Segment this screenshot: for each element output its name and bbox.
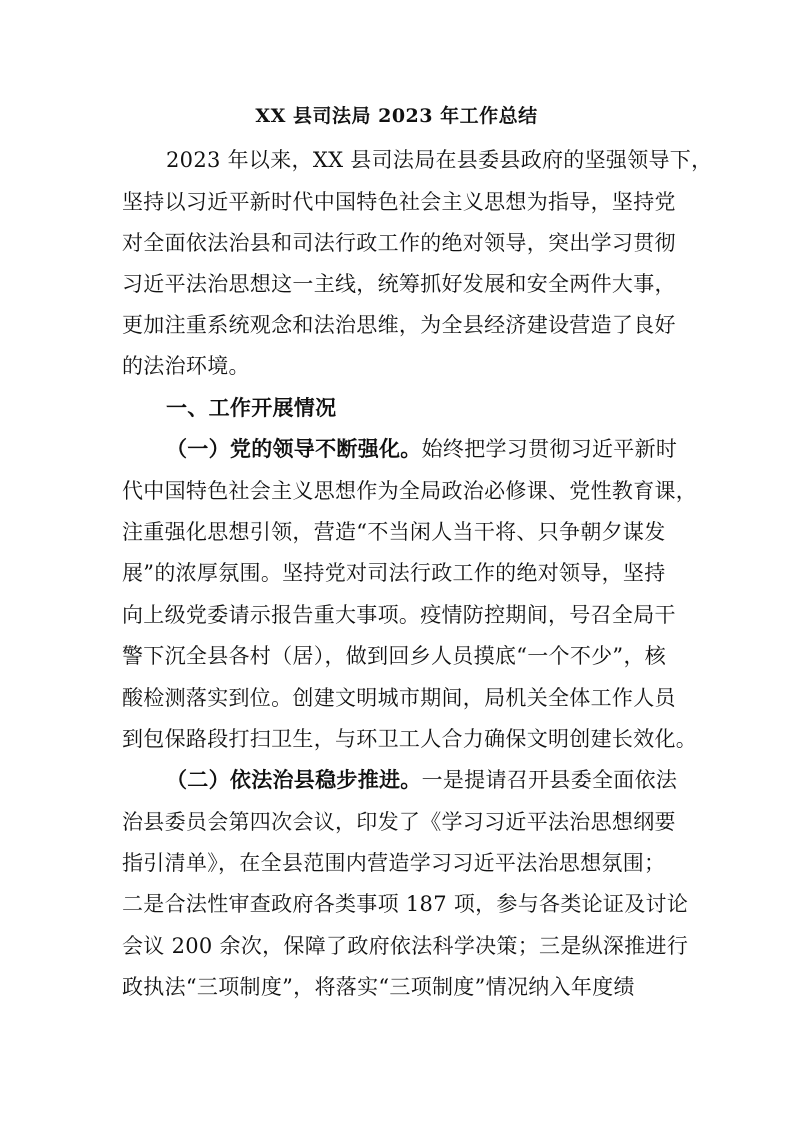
intro-line: 的法治环境。: [122, 354, 250, 378]
body-line: 代中国特色社会主义思想作为全局政治必修课、党性教育课，: [122, 479, 698, 503]
body-line: 酸检测落实到位。创建文明城市期间，局机关全体工作人员: [122, 686, 676, 710]
body-line: 展”的浓厚氛围。坚持党对司法行政工作的绝对领导，坚持: [122, 561, 666, 585]
body-line: 警下沉全县各村（居），做到回乡人员摸底“一个不少”，核: [122, 644, 667, 668]
subsection-text: 始终把学习贯彻习近平新时: [421, 437, 678, 461]
body-line: 二是合法性审查政府各类事项 187 项，参与各类论证及讨论: [122, 892, 689, 916]
body-line: 政执法“三项制度”，将落实“三项制度”情况纳入年度绩: [122, 975, 635, 999]
body-line: 到包保路段打扫卫生，与环卫工人合力确保文明创建长效化。: [122, 727, 698, 751]
body-line: 治县委员会第四次会议，印发了《学习习近平法治思想纲要: [122, 810, 676, 834]
subsection-text: 一是提请召开县委全面依法: [421, 768, 678, 792]
intro-line: 坚持以习近平新时代中国特色社会主义思想为指导，坚持党: [122, 190, 676, 214]
intro-line: 对全面依法治县和司法行政工作的绝对领导，突出学习贯彻: [122, 231, 676, 255]
subsection-first-line: [166, 434, 677, 464]
body-line: 指引清单》，在全县范围内营造学习习近平法治思想氛围；: [122, 851, 666, 875]
section-heading: 一、工作开展情况: [166, 396, 337, 420]
document-title: XX 县司法局 2023 年工作总结: [255, 105, 538, 127]
body-line: 会议 200 余次，保障了政府依法科学决策；三是纵深推进行: [122, 934, 689, 958]
body-line: 注重强化思想引领，营造“不当闲人当干将、只争朝夕谋发: [122, 520, 666, 544]
intro-line: 习近平法治思想这一主线，统筹抓好发展和安全两件大事，: [122, 272, 676, 296]
intro-line: 更加注重系统观念和法治思维，为全县经济建设营造了良好: [122, 313, 676, 337]
subsection-title: （二）依法治县稳步推进。: [166, 767, 422, 792]
intro-line: 2023 年以来，XX 县司法局在县委县政府的坚强领导下，: [166, 148, 713, 172]
body-line: 向上级党委请示报告重大事项。疫情防控期间，号召全局干: [122, 603, 676, 627]
subsection-title: （一）党的领导不断强化。: [166, 436, 422, 461]
subsection-first-line: [166, 765, 677, 795]
